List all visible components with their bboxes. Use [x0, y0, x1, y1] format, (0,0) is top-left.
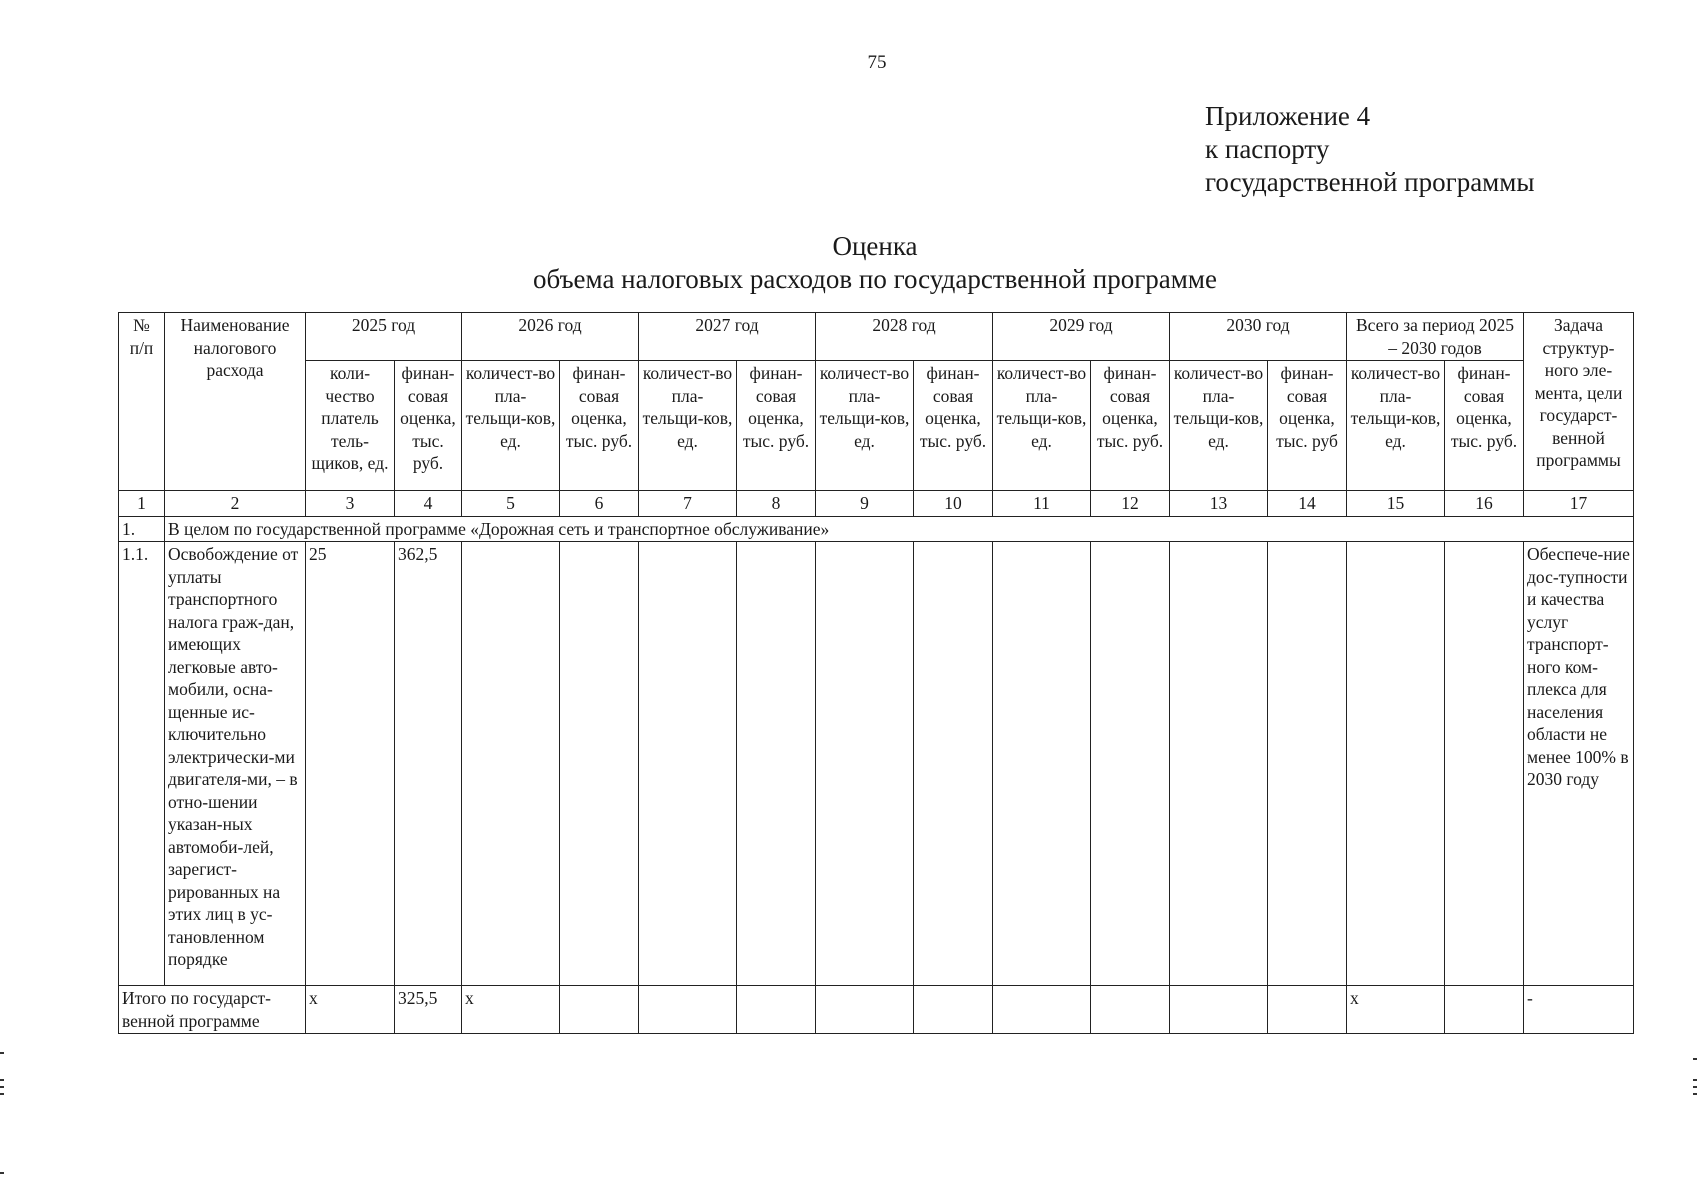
column-number: 3	[306, 491, 395, 517]
header-task: Задача структур-ного эле-мента, цели государст-венной программы	[1524, 313, 1634, 491]
scan-margin-mark	[1693, 1058, 1697, 1060]
header-year-2026: 2026 год	[462, 313, 639, 361]
column-number: 1	[119, 491, 165, 517]
header-qty-2027: количест-во пла-тельщи-ков, ед.	[639, 361, 737, 491]
tax-expenditure-name: Освобождение от уплаты транспортного налога граж-дан, имеющих легковые авто-мобили, осна-щенные ис-ключительно электрически-ми двигателя-ми, – в отно-шении указан-ных автомоби-лей, зарегист-рированных на этих лиц в ус-тановленном порядке	[165, 542, 306, 986]
column-number: 12	[1091, 491, 1170, 517]
header-number-line1: №	[133, 315, 150, 335]
header-fin-2029: финан-совая оценка, тыс. руб.	[1091, 361, 1170, 491]
total-qty-period: х	[1347, 986, 1445, 1034]
appendix-line: государственной программы	[1205, 167, 1535, 197]
column-number: 17	[1524, 491, 1634, 517]
fin-2030-cell	[1268, 542, 1347, 986]
row-number: 1.1.	[119, 542, 165, 986]
column-number: 7	[639, 491, 737, 517]
column-number: 13	[1170, 491, 1268, 517]
header-qty-total: количест-во пла-тельщи-ков, ед.	[1347, 361, 1445, 491]
qty-2025-cell: 25	[306, 542, 395, 986]
total-task: -	[1524, 986, 1634, 1034]
total-qty-2027	[639, 986, 737, 1034]
header-qty-2029: количест-во пла-тельщи-ков, ед.	[993, 361, 1091, 491]
scan-margin-mark	[1693, 1093, 1697, 1095]
column-number: 5	[462, 491, 560, 517]
column-number: 8	[737, 491, 816, 517]
column-number: 4	[395, 491, 462, 517]
header-qty-2026: количест-во пла-тельщи-ков, ед.	[462, 361, 560, 491]
header-row-subcolumns	[119, 361, 1634, 491]
column-number: 2	[165, 491, 306, 517]
header-year-2030: 2030 год	[1170, 313, 1347, 361]
fin-2026-cell	[560, 542, 639, 986]
header-fin-2027: финан-совая оценка, тыс. руб.	[737, 361, 816, 491]
header-qty-2028: количест-во пла-тельщи-ков, ед.	[816, 361, 914, 491]
total-label: Итого по государст-венной программе	[119, 986, 306, 1034]
total-qty-2030	[1170, 986, 1268, 1034]
tax-expenditure-table	[118, 312, 1634, 1034]
appendix-line: к паспорту	[1205, 134, 1330, 164]
column-number: 15	[1347, 491, 1445, 517]
table-row	[119, 542, 1634, 986]
qty-2030-cell	[1170, 542, 1268, 986]
qty-2029-cell	[993, 542, 1091, 986]
qty-2026-cell	[462, 542, 560, 986]
document-title	[0, 230, 1697, 296]
total-qty-2025: х	[306, 986, 395, 1034]
header-cell-number	[119, 313, 165, 491]
qty-2028-cell	[816, 542, 914, 986]
qty-total-cell	[1347, 542, 1445, 986]
fin-total-cell	[1445, 542, 1524, 986]
header-total-period: Всего за период 2025 – 2030 годов	[1347, 313, 1524, 361]
scan-margin-mark	[0, 1079, 4, 1081]
total-fin-period	[1445, 986, 1524, 1034]
fin-2025-cell: 362,5	[395, 542, 462, 986]
header-fin-2025: финан-совая оценка, тыс. руб.	[395, 361, 462, 491]
scan-margin-mark	[0, 1086, 4, 1088]
header-year-2028: 2028 год	[816, 313, 993, 361]
total-qty-2028	[816, 986, 914, 1034]
total-qty-2026: х	[462, 986, 560, 1034]
scan-margin-mark	[0, 1052, 4, 1054]
section-number: 1.	[119, 516, 165, 542]
total-fin-2025: 325,5	[395, 986, 462, 1034]
header-qty-2030: количест-во пла-тельщи-ков, ед.	[1170, 361, 1268, 491]
column-number-row	[119, 491, 1634, 517]
total-fin-2027	[737, 986, 816, 1034]
qty-2027-cell	[639, 542, 737, 986]
scan-margin-mark	[1693, 1079, 1697, 1081]
section-row	[119, 516, 1634, 542]
scan-margin-mark	[1693, 1086, 1697, 1088]
scan-margin-mark	[0, 1093, 4, 1095]
fin-2027-cell	[737, 542, 816, 986]
scan-margin-mark	[0, 1172, 4, 1174]
header-cell-name: Наименование налогового расхода	[165, 313, 306, 491]
header-qty-2025: коли-чество платель тель-щиков, ед.	[306, 361, 395, 491]
column-number: 16	[1445, 491, 1524, 517]
column-number: 14	[1268, 491, 1347, 517]
column-number: 10	[914, 491, 993, 517]
total-fin-2030	[1268, 986, 1347, 1034]
header-fin-2026: финан-совая оценка, тыс. руб.	[560, 361, 639, 491]
fin-2028-cell	[914, 542, 993, 986]
column-number: 9	[816, 491, 914, 517]
header-year-2027: 2027 год	[639, 313, 816, 361]
header-year-2025: 2025 год	[306, 313, 462, 361]
header-fin-2030: финан-совая оценка, тыс. руб	[1268, 361, 1347, 491]
section-label: В целом по государственной программе «Дорожная сеть и транспортное обслуживание»	[165, 516, 1634, 542]
total-fin-2028	[914, 986, 993, 1034]
header-number-line2: п/п	[129, 337, 154, 358]
header-fin-2028: финан-совая оценка, тыс. руб.	[914, 361, 993, 491]
appendix-line: Приложение 4	[1205, 101, 1371, 131]
page-number: 75	[867, 52, 887, 73]
task-cell: Обеспече-ние дос-тупности и качества услуг транспорт-ного ком-плекса для населения области не менее 100% в 2030 году	[1524, 542, 1634, 986]
total-row	[119, 986, 1634, 1034]
total-fin-2029	[1091, 986, 1170, 1034]
header-year-2029: 2029 год	[993, 313, 1170, 361]
total-qty-2029	[993, 986, 1091, 1034]
header-fin-total: финан-совая оценка, тыс. руб.	[1445, 361, 1524, 491]
column-number: 6	[560, 491, 639, 517]
header-row-years	[119, 313, 1634, 361]
title-line: Оценка	[832, 231, 918, 261]
title-line: объема налоговых расходов по государственной программе	[533, 264, 1217, 294]
column-number: 11	[993, 491, 1091, 517]
appendix-caption	[1205, 100, 1535, 199]
fin-2029-cell	[1091, 542, 1170, 986]
total-fin-2026	[560, 986, 639, 1034]
